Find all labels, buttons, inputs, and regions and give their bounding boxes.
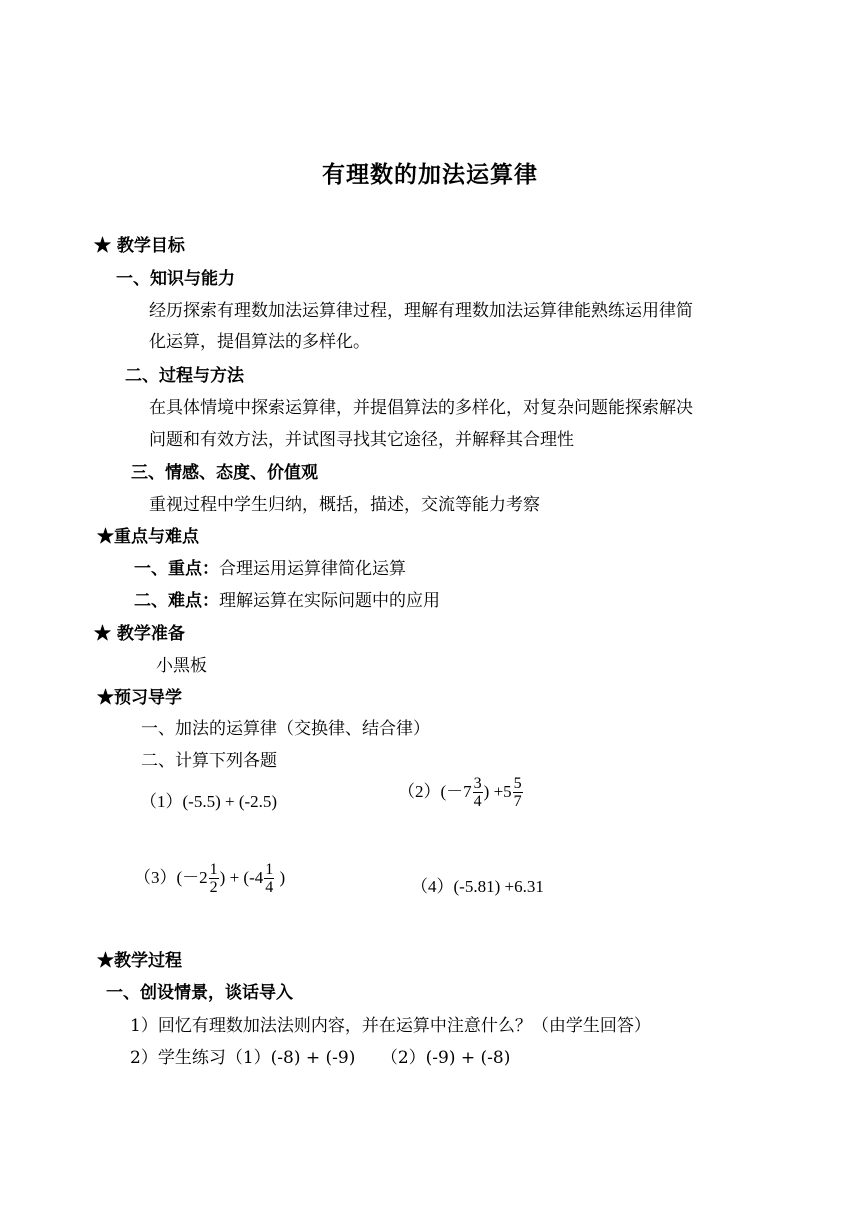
heading-teaching-prep: ★ 教学准备 — [94, 624, 185, 644]
exercise-3-open: （3）( — [134, 867, 183, 887]
exercise-3-whole: －2 — [182, 867, 208, 887]
knowledge-text-line2: 化运算，提倡算法的多样化。 — [149, 332, 370, 352]
difficulty-text: 理解运算在实际问题中的应用 — [219, 591, 440, 611]
exercise-2-whole: －7 — [446, 781, 472, 801]
exercise-1: （1）(-5.5) + (-2.5) — [140, 792, 278, 811]
key-point-text: 合理运用运算律简化运算 — [219, 559, 406, 579]
fraction-numerator: 5 — [513, 775, 522, 792]
fraction-denominator: 7 — [513, 793, 522, 810]
process-line1: 1）回忆有理数加法法则内容，并在运算中注意什么？（由学生回答） — [130, 1016, 651, 1036]
fraction-denominator: 2 — [209, 879, 218, 896]
fraction-numerator: 3 — [473, 775, 482, 792]
page-title: 有理数的加法运算律 — [322, 161, 538, 188]
heading-teaching-process: ★教学过程 — [97, 951, 182, 971]
exercise-2 — [398, 776, 524, 810]
exercise-3-plus: ) + (-4 — [219, 867, 264, 887]
subheading-knowledge-ability: 一、知识与能力 — [116, 269, 235, 289]
fraction-numerator: 1 — [209, 861, 218, 878]
fraction-1-4 — [264, 862, 274, 896]
exercise-3 — [134, 862, 285, 896]
exercise-4: （4）(-5.81) +6.31 — [411, 877, 544, 896]
exercise-2-open: （2）( — [398, 781, 447, 801]
subheading-process-method: 二、过程与方法 — [125, 366, 244, 386]
subheading-emotion-values: 三、情感、态度、价值观 — [131, 463, 318, 483]
knowledge-text-line1: 经历探索有理数加法运算律过程，理解有理数加法运算律能熟练运用律简 — [149, 301, 693, 321]
fraction-denominator: 4 — [265, 879, 274, 896]
prep-item: 小黑板 — [156, 656, 207, 676]
process-line2: 2）学生练习（1）(-8) + (-9) （2）(-9) + (-8) — [130, 1048, 511, 1068]
fraction-3-4 — [473, 776, 483, 810]
key-point-item — [134, 554, 406, 579]
fraction-1-2 — [209, 862, 219, 896]
exercise-3-close: ) — [275, 867, 286, 887]
difficulty-label: 二、难点： — [134, 591, 219, 611]
fraction-denominator: 4 — [473, 793, 482, 810]
preview-line2: 二、计算下列各题 — [141, 751, 277, 771]
subheading-scenario-intro: 一、创设情景，谈话导入 — [106, 983, 293, 1003]
heading-preview: ★预习导学 — [97, 688, 182, 708]
key-point-label: 一、重点： — [134, 559, 219, 579]
emotion-text-line1: 重视过程中学生归纳，概括，描述，交流等能力考察 — [149, 495, 540, 515]
difficulty-item — [134, 586, 440, 611]
fraction-numerator: 1 — [265, 861, 274, 878]
heading-teaching-goals: ★ 教学目标 — [94, 236, 185, 256]
exercise-2-plus: ) +5 — [483, 781, 512, 801]
process-text-line2: 问题和有效方法，并试图寻找其它途径，并解释其合理性 — [149, 430, 574, 450]
preview-line1: 一、加法的运算律（交换律、结合律） — [141, 719, 430, 739]
fraction-5-7 — [513, 776, 523, 810]
process-text-line1: 在具体情境中探索运算律，并提倡算法的多样化，对复杂问题能探索解决 — [149, 398, 693, 418]
heading-key-points: ★重点与难点 — [97, 527, 199, 547]
